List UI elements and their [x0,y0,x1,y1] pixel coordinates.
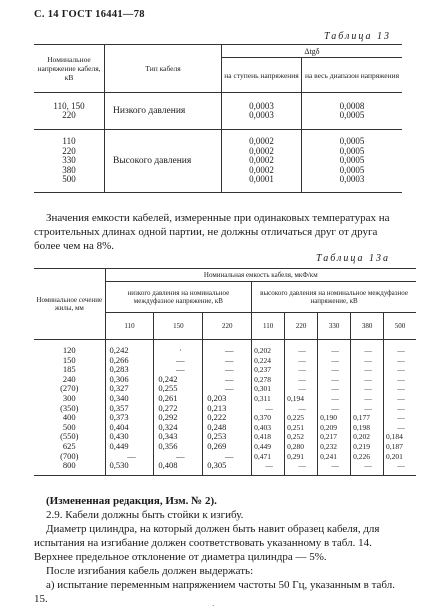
capacity-value: — [298,365,306,375]
capacity-value: — [397,374,405,384]
capacity-value: — [331,393,339,403]
col-low-pressure: низкого давления на номинальное междуфазное напряжение, кВ [105,282,252,313]
data-col-high-110 [252,340,285,476]
capacity-value: 0,203 [207,392,227,403]
capacity-value: — [364,374,372,384]
capacity-value: 0,232 [320,441,337,451]
capacity-value: 0,471 [254,451,272,461]
capacity-value: — [331,355,339,365]
capacity-value: 0,418 [254,432,272,442]
volt-high-220: 220 [285,313,318,340]
table-13a [34,268,416,476]
section-value: 625 [62,440,76,451]
capacity-value: 0,283 [109,364,129,375]
volt-high-110: 110 [252,313,285,340]
capacity-value: — [397,461,405,471]
capacity-value: — [298,346,306,355]
col-tg-delta: Δtgδ [222,45,403,58]
capacity-value: — [364,355,372,365]
volt-high-330: 330 [318,313,351,340]
capacity-value: — [331,384,339,394]
capacity-value: — [397,403,405,413]
edition-note: (Измененная редакция, Изм. № 2). [46,495,217,507]
section-value: 400 [62,412,76,423]
group-high-range: 0,0005 0,0005 0,0005 0,0005 0,0003 [302,130,402,193]
capacity-value: — [176,364,185,375]
capacity-value: 0,237 [254,365,272,375]
capacity-value: 0,255 [158,383,178,394]
capacity-value: 0,202 [353,432,370,442]
capacity-value: — [364,365,372,375]
group-high-voltages: 110 220 330 380 500 [62,136,76,185]
capacity-value: — [298,355,306,365]
capacity-value: 0,251 [287,422,305,432]
capacity-value: 0,224 [254,355,272,365]
data-col-high-220 [285,340,318,476]
section-value: (700) [60,450,79,461]
capacity-value: 0,248 [207,421,227,432]
capacity-value: — [364,384,372,394]
capacity-value: 0,301 [254,384,272,394]
capacity-value: 0,226 [353,451,370,461]
capacity-value: 0,373 [109,412,129,423]
section-value: 240 [62,373,76,384]
section-value: 120 [62,345,76,355]
col-capacity: Номинальная емкость кабеля, мкФ/км [105,269,416,282]
page-header: С. 14 ГОСТ 16441—78 [34,9,145,20]
capacity-value: 0,213 [207,402,227,413]
capacity-value: — [364,393,372,403]
capacity-value: 0,280 [287,441,305,451]
paragraph-test-a: а) испытание переменным напряжением частоты 50 Гц, указанным в табл. 15. [34,579,395,605]
group-low-step: 0,0003 0,0003 [222,93,302,130]
capacity-value: 0,291 [287,451,305,461]
capacity-value: 0,241 [320,451,337,461]
capacity-value: — [176,354,185,365]
capacity-value: 0,253 [207,431,227,442]
volt-low-220: 220 [203,313,252,340]
capacity-value: — [224,450,234,461]
capacity-value: 0,187 [386,441,403,451]
capacity-value: 0,356 [158,440,178,451]
paragraph-after-bending: После изгибания кабель должен выдержать: [46,565,254,577]
capacity-value: 0,404 [109,421,129,432]
capacity-value: 0,449 [109,440,129,451]
capacity-value: — [265,461,273,471]
data-col-high-380 [351,340,384,476]
capacity-value: — [298,384,306,394]
section-value: 300 [62,392,76,403]
table-13 [34,44,402,193]
capacity-value: 0,184 [386,432,403,442]
capacity-value: — [331,374,339,384]
capacity-value: 0,306 [109,373,129,384]
capacity-value: — [364,346,372,355]
capacity-value: 0,340 [109,392,129,403]
capacity-value: — [397,413,405,423]
capacity-value: — [331,403,339,413]
capacity-value: 0,324 [158,421,178,432]
capacity-value: 0,408 [158,460,178,471]
capacity-value: 0,327 [109,383,129,394]
capacity-value: 0,343 [158,431,178,442]
capacity-value: — [224,364,234,375]
capacity-value: — [397,384,405,394]
footer-mark: · [212,602,215,610]
col-cable-type: Тип кабеля [105,45,222,93]
group-high-step: 0,0002 0,0002 0,0002 0,0002 0,0001 [222,130,302,193]
volt-high-380: 380 [351,313,384,340]
capacity-value: — [331,461,339,471]
capacity-value: — [397,393,405,403]
capacity-value: — [331,346,339,355]
capacity-value: — [364,403,372,413]
capacity-value: 0,449 [254,441,272,451]
table13a-caption: Таблица 13а [316,253,390,264]
capacity-value: 0,209 [320,422,337,432]
capacity-value: 0,217 [320,432,337,442]
capacity-value: — [127,450,136,461]
capacity-value: — [298,461,306,471]
capacity-value: — [397,355,405,365]
capacity-value: · [178,345,182,355]
capacity-value: 0,278 [254,374,272,384]
capacity-value: 0,198 [353,422,370,432]
capacity-value: 0,219 [353,441,370,451]
capacity-value: — [364,461,372,471]
capacity-value: 0,403 [254,422,272,432]
capacity-value: 0,190 [320,413,337,423]
col-step: на ступень напряжения [222,58,302,93]
capacity-value: 0,269 [207,440,227,451]
capacity-value: 0,252 [287,432,305,442]
col-section: Номинальное сечение жилы, мм [36,296,103,312]
volt-low-110: 110 [105,313,154,340]
capacity-value: — [397,422,405,432]
col-range: на весь диапазон напряжения [302,58,402,93]
section-value: (270) [60,383,79,394]
data-col-low-220 [203,340,252,476]
col-nominal-voltage: Номинальное напряжение кабеля, кВ [37,55,101,82]
section-value: 800 [62,460,76,471]
capacity-value: — [298,403,306,413]
capacity-value: — [224,383,234,394]
capacity-value: 0,261 [158,392,178,403]
capacity-value: 0,370 [254,413,272,423]
paragraph-cylinder: Диаметр цилиндра, на который должен быть навит образец кабеля, для испытания на изгибание должен соответствовать указанному в табл. 14. Верхнее предельное отклонение от диаметра цилиндра — 5%. [34,523,380,563]
capacity-value: 0,311 [254,393,271,403]
group-low-type: Низкого давления [105,93,222,130]
capacity-value: 0,357 [109,402,129,413]
section-value: (550) [60,431,79,442]
capacity-value: — [224,345,234,355]
capacity-value: — [298,374,306,384]
capacity-value: 0,266 [109,354,129,365]
capacity-value: 0,305 [207,460,227,471]
data-col-low-110 [105,340,154,476]
capacity-value: 0,222 [207,412,227,423]
section-value: 150 [62,354,76,365]
capacity-value: — [397,346,405,355]
paragraph-capacity: Значения емкости кабелей, измеренные при одинаковых температурах на строительных длинах одной партии, не должны отличаться друг от друга более чем на 8%. [34,212,390,252]
section-value: (350) [60,402,79,413]
group-low-range: 0,0008 0,0005 [302,93,402,130]
capacity-value: 0,272 [158,402,178,413]
col-high-pressure: высокого давления на номинальное междуфазное напряжение, кВ [252,282,416,313]
data-col-high-330 [318,340,351,476]
capacity-value: 0,201 [386,451,403,461]
section-value: 500 [62,421,76,432]
capacity-value: — [331,365,339,375]
capacity-value: — [224,373,234,384]
capacity-value: 0,530 [109,460,129,471]
capacity-value: — [224,354,234,365]
group-low-voltages: 110, 150 220 [53,100,85,120]
sections-column [34,340,105,476]
capacity-value: 0,242 [109,345,129,355]
capacity-value: — [176,450,185,461]
data-col-low-150 [154,340,203,476]
capacity-value: 0,430 [109,431,129,442]
capacity-value: — [397,365,405,375]
paragraph-2-9: 2.9. Кабели должны быть стойки к изгибу. [46,509,244,521]
capacity-value: 0,225 [287,413,305,423]
capacity-value: 0,292 [158,412,178,423]
capacity-value: — [265,403,273,413]
capacity-value: 0,177 [353,413,370,423]
capacity-value: 0,242 [158,373,178,384]
section-value: 185 [62,364,76,375]
capacity-value: 0,194 [287,393,305,403]
volt-high-500: 500 [384,313,416,340]
volt-low-150: 150 [154,313,203,340]
data-col-high-500 [384,340,416,476]
table13-caption: Таблица 13 [324,31,391,42]
group-high-type: Высокого давления [105,130,222,193]
capacity-value: 0,202 [254,346,272,355]
